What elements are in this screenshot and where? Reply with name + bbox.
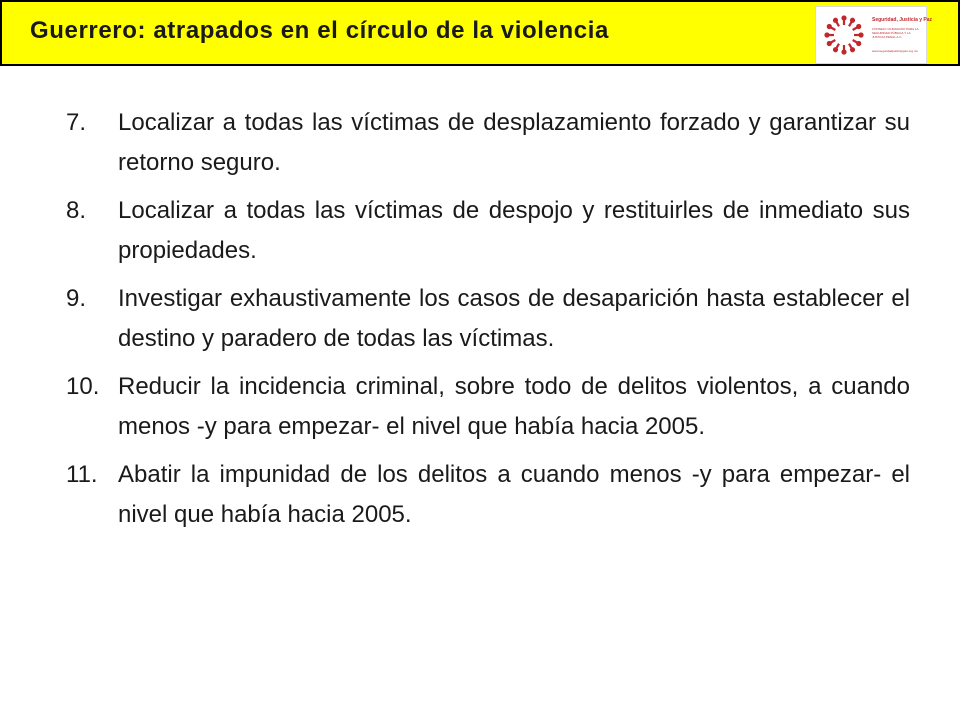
page-title: Guerrero: atrapados en el círculo de la violencia xyxy=(30,17,609,44)
recommendation-list xyxy=(66,103,910,543)
person-body-icon xyxy=(849,44,853,50)
person-body-icon xyxy=(853,27,859,31)
item-text: Localizar a todas las víctimas de desplazamiento forzado y garantizar su retorno seguro. xyxy=(118,109,910,176)
person-body-icon xyxy=(836,44,840,50)
logo-subtitle: CONSEJO CIUDADANO PARA LA SEGURIDAD PÚBLICA Y LA JUSTICIA PENAL A.C. xyxy=(872,27,919,39)
logo xyxy=(815,6,933,64)
item-number: 8. xyxy=(66,197,87,224)
list-item xyxy=(66,279,910,359)
list-item xyxy=(66,103,910,183)
item-number: 7. xyxy=(66,109,87,136)
item-number: 10. xyxy=(66,373,100,400)
item-text: Localizar a todas las víctimas de despojo y restituirles de inmediato sus propiedades. xyxy=(118,197,910,264)
list-item xyxy=(66,455,910,535)
person-body-icon xyxy=(829,40,835,44)
logo-url: www.seguridadjusticiaypaz.org.mx xyxy=(872,49,918,53)
list-item xyxy=(66,367,910,447)
title-bar xyxy=(0,0,960,66)
person-body-icon xyxy=(849,20,853,26)
item-text: Reducir la incidencia criminal, sobre todo de delitos violentos, a cuando menos -y para empezar- el nivel que había hacia 2005. xyxy=(118,373,910,440)
ring-of-people-icon xyxy=(820,10,868,60)
person-body-icon xyxy=(829,27,835,31)
item-text: Abatir la impunidad de los delitos a cuando menos -y para empezar- el nivel que había hacia 2005. xyxy=(118,461,910,528)
logo-name: Seguridad, Justicia y Paz xyxy=(872,17,933,23)
item-text: Investigar exhaustivamente los casos de desaparición hasta establecer el destino y paradero de todas las víctimas. xyxy=(118,285,910,352)
person-body-icon xyxy=(836,20,840,26)
person-body-icon xyxy=(853,40,859,44)
item-number: 11. xyxy=(66,461,98,488)
list-item xyxy=(66,191,910,271)
item-number: 9. xyxy=(66,285,87,312)
